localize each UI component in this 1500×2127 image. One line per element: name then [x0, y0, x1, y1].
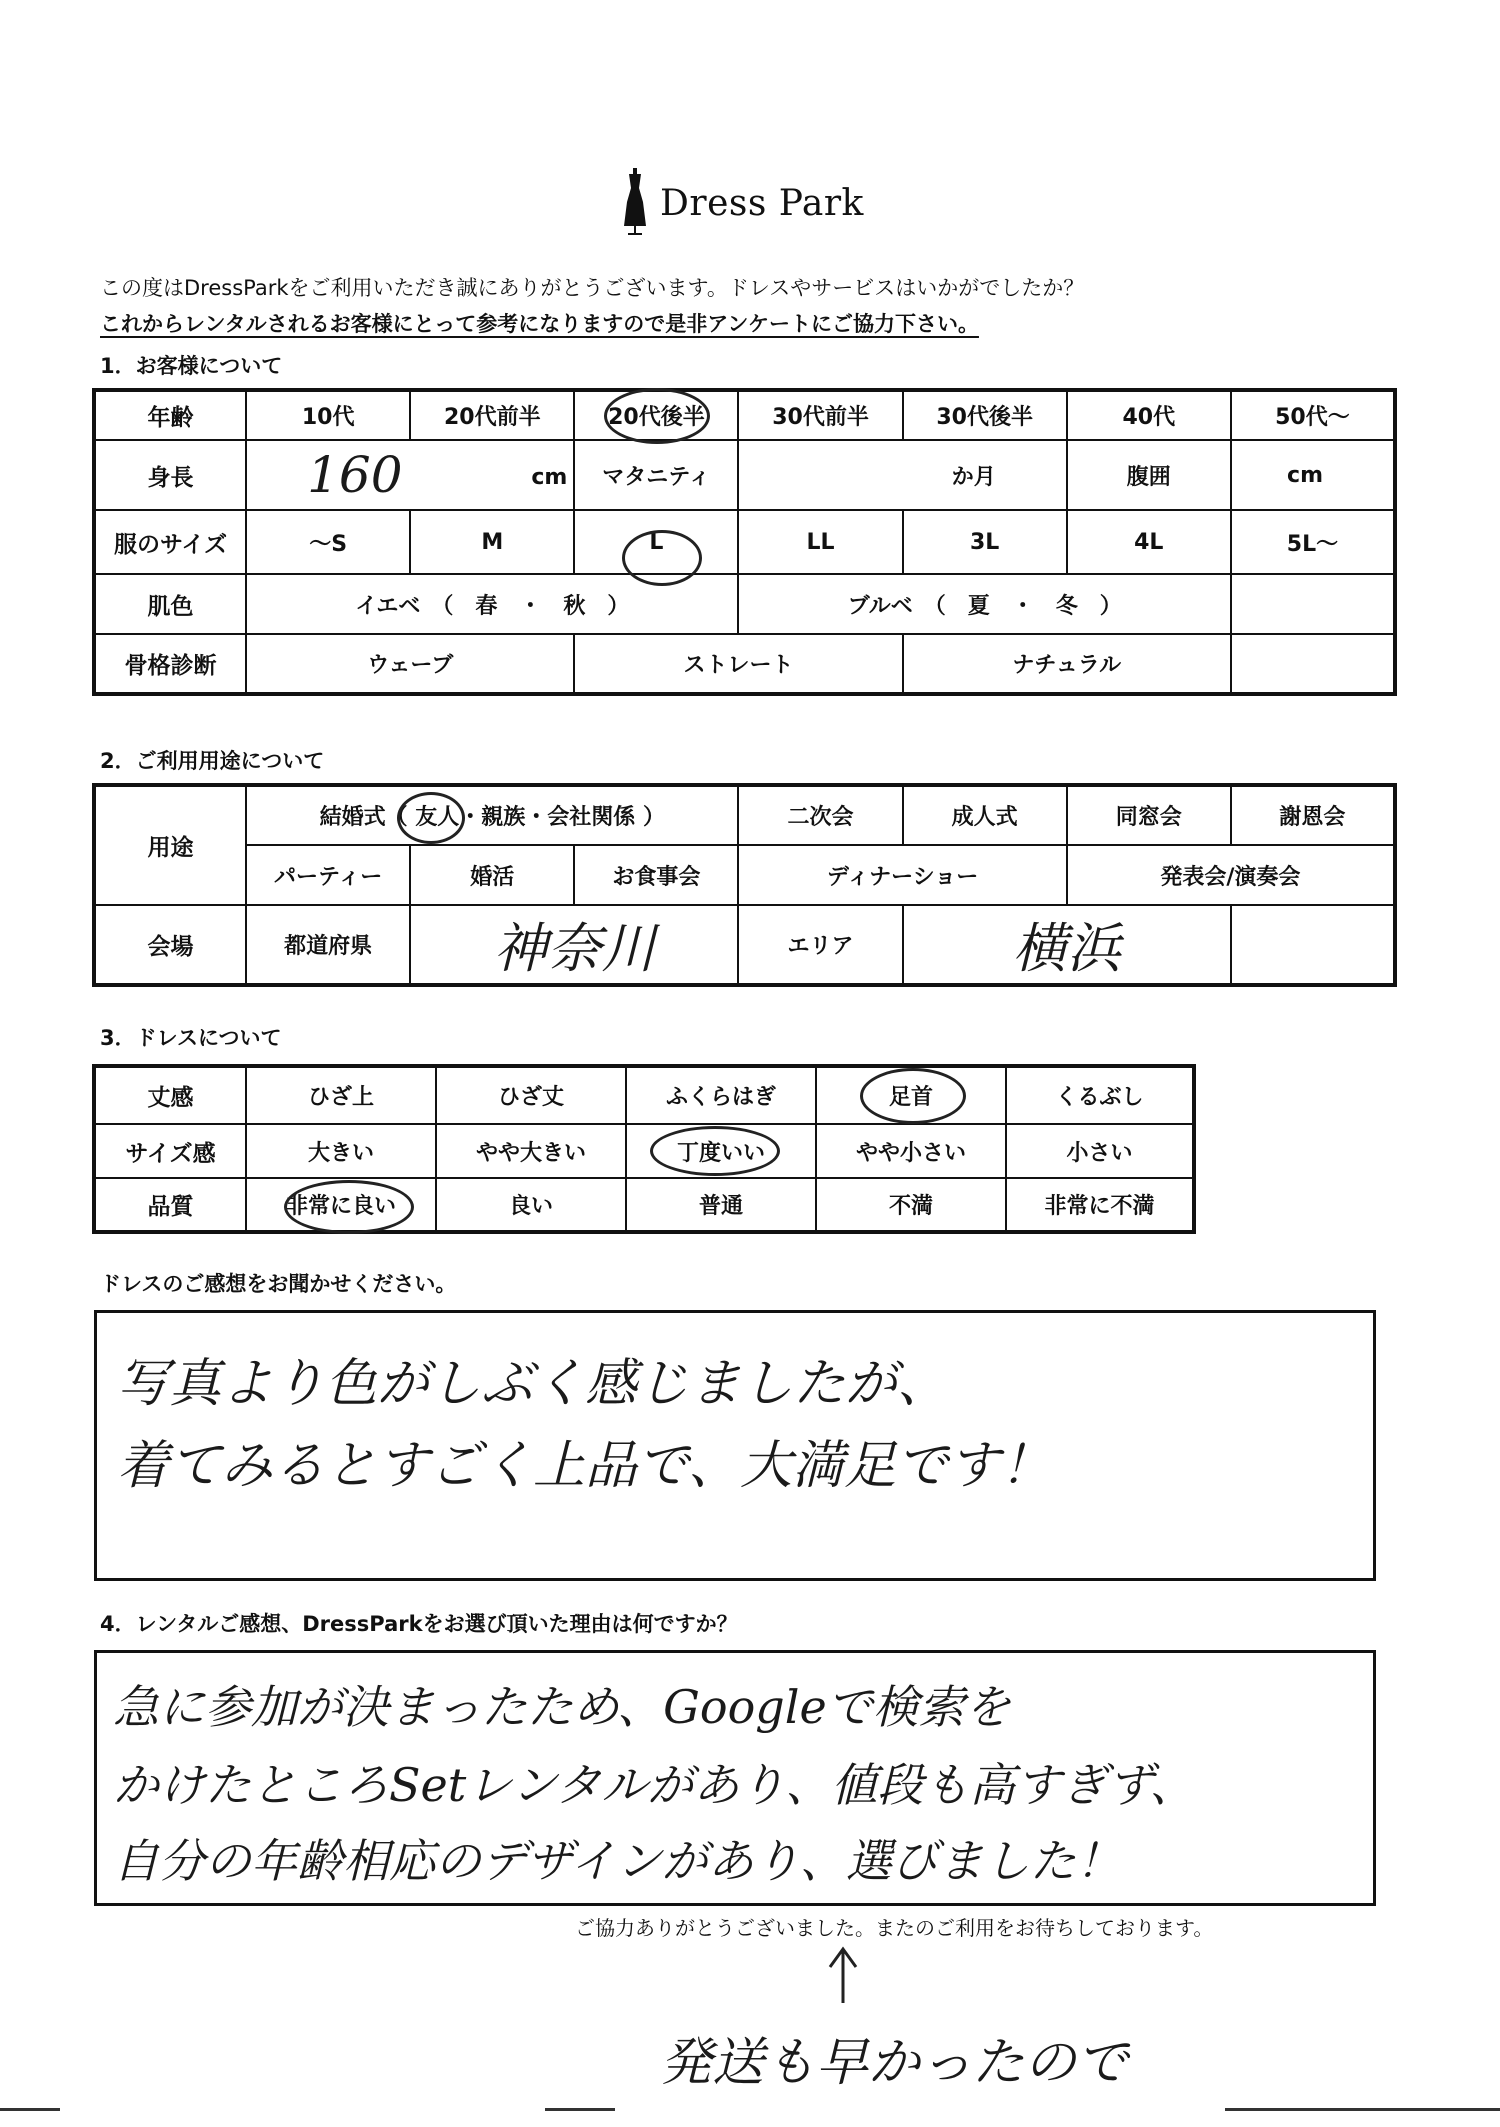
- height-value: 160: [307, 446, 403, 504]
- age-option[interactable]: 30代前半: [738, 390, 902, 440]
- fit-row: [94, 1124, 1194, 1178]
- fit-option[interactable]: 小さい: [1006, 1124, 1194, 1178]
- length-label: 丈感: [94, 1066, 246, 1124]
- venue-label: 会場: [94, 905, 246, 985]
- venue-row: [94, 905, 1395, 985]
- section-2-title: 2．ご利用用途について: [100, 749, 325, 773]
- fit-option[interactable]: やや大きい: [436, 1124, 626, 1178]
- intro-line-2: これからレンタルされるお客様にとって参考になりますので是非アンケートにご協力下さい。: [100, 312, 979, 336]
- size-row: [94, 510, 1395, 574]
- purpose-option[interactable]: お食事会: [574, 845, 738, 905]
- age-option[interactable]: 40代: [1067, 390, 1231, 440]
- dress-comment-box[interactable]: [94, 1310, 1376, 1581]
- skin-yellow[interactable]: イエベ （ 春 ・ 秋 ）: [246, 574, 738, 634]
- height-label: 身長: [94, 440, 246, 510]
- size-option-selected[interactable]: L: [574, 510, 738, 574]
- scan-mark: [545, 2108, 615, 2111]
- dress-comment-line-2: 着てみるとすごく上品で、大満足です！: [117, 1436, 1052, 1496]
- belly-unit[interactable]: cm: [1231, 440, 1395, 510]
- section-1-title: 1．お客様について: [100, 354, 283, 378]
- quality-option[interactable]: 不満: [816, 1178, 1006, 1232]
- body-option[interactable]: ストレート: [574, 634, 902, 694]
- size-option[interactable]: M: [410, 510, 574, 574]
- purpose-option[interactable]: 謝恩会: [1231, 785, 1395, 845]
- quality-option[interactable]: 良い: [436, 1178, 626, 1232]
- length-option[interactable]: ふくらはぎ: [626, 1066, 816, 1124]
- body-label: 骨格診断: [94, 634, 246, 694]
- skin-label: 肌色: [94, 574, 246, 634]
- blank-cell: [1231, 574, 1395, 634]
- intro-line-1: この度はDressParkをご利用いただき誠にありがとうございます。ドレスやサービスはいかがでしたか？: [100, 276, 1085, 300]
- section-3-title: 3．ドレスについて: [100, 1026, 282, 1050]
- dress-silhouette-icon: [620, 168, 650, 238]
- purpose-option[interactable]: 成人式: [903, 785, 1067, 845]
- fit-option[interactable]: やや小さい: [816, 1124, 1006, 1178]
- area-label: エリア: [738, 905, 902, 985]
- size-option[interactable]: 3L: [903, 510, 1067, 574]
- size-option[interactable]: 4L: [1067, 510, 1231, 574]
- purpose-row-2: [94, 845, 1395, 905]
- blank-cell: [1231, 905, 1395, 985]
- height-field[interactable]: [246, 440, 574, 510]
- age-option[interactable]: 20代前半: [410, 390, 574, 440]
- section-4-title: 4．レンタルご感想、DressParkをお選び頂いた理由は何ですか？: [100, 1612, 738, 1636]
- height-row: [94, 440, 1395, 510]
- purpose-option[interactable]: 二次会: [738, 785, 902, 845]
- quality-option-selected[interactable]: 非常に良い: [246, 1178, 436, 1232]
- customer-table: [92, 388, 1397, 696]
- dress-comment-line-1: 写真より色がしぶく感じましたが、: [117, 1354, 950, 1414]
- scan-mark: [0, 2108, 60, 2111]
- age-row: [94, 390, 1395, 440]
- rental-comment-line-2: かけたところSetレンタルがあり、値段も高すぎず、: [113, 1758, 1196, 1812]
- dress-table: [92, 1064, 1196, 1234]
- purpose-label: 用途: [94, 785, 246, 905]
- age-option[interactable]: 30代後半: [903, 390, 1067, 440]
- purpose-table: [92, 783, 1397, 987]
- length-option[interactable]: ひざ丈: [436, 1066, 626, 1124]
- length-option[interactable]: ひざ上: [246, 1066, 436, 1124]
- age-option[interactable]: 50代～: [1231, 390, 1395, 440]
- age-option-selected[interactable]: 20代後半: [574, 390, 738, 440]
- quality-option[interactable]: 普通: [626, 1178, 816, 1232]
- age-label: 年齢: [94, 390, 246, 440]
- purpose-option[interactable]: パーティー: [246, 845, 410, 905]
- purpose-option-wedding[interactable]: 結婚式（ 友人・親族・会社関係 ）: [246, 785, 738, 845]
- fit-option[interactable]: 大きい: [246, 1124, 436, 1178]
- quality-label: 品質: [94, 1178, 246, 1232]
- body-option[interactable]: ウェーブ: [246, 634, 574, 694]
- maternity-label: マタニティ: [574, 440, 738, 510]
- maternity-unit[interactable]: か月: [738, 440, 1066, 510]
- size-option[interactable]: ～S: [246, 510, 410, 574]
- purpose-option[interactable]: 発表会/演奏会: [1067, 845, 1395, 905]
- rental-comment-line-3: 自分の年齢相応のデザインがあり、選びました！: [113, 1834, 1122, 1888]
- length-option-selected[interactable]: 足首: [816, 1066, 1006, 1124]
- prefecture-value[interactable]: 神奈川: [410, 905, 738, 985]
- fit-label: サイズ感: [94, 1124, 246, 1178]
- dress-park-logo: [620, 168, 864, 238]
- purpose-option[interactable]: 同窓会: [1067, 785, 1231, 845]
- dress-comment-title: ドレスのご感想をお聞かせください。: [100, 1272, 457, 1296]
- blank-cell: [1231, 634, 1395, 694]
- quality-row: [94, 1178, 1194, 1232]
- size-option[interactable]: LL: [738, 510, 902, 574]
- body-row: [94, 634, 1395, 694]
- rental-comment-insert: 発送も早かったので: [660, 2033, 1129, 2093]
- prefecture-label: 都道府県: [246, 905, 410, 985]
- quality-option[interactable]: 非常に不満: [1006, 1178, 1194, 1232]
- belly-label: 腹囲: [1067, 440, 1231, 510]
- skin-blue[interactable]: ブルベ （ 夏 ・ 冬 ）: [738, 574, 1230, 634]
- height-unit: cm: [531, 465, 568, 490]
- rental-comment-box[interactable]: [94, 1650, 1376, 1906]
- length-row: [94, 1066, 1194, 1124]
- body-option[interactable]: ナチュラル: [903, 634, 1231, 694]
- size-label: 服のサイズ: [94, 510, 246, 574]
- insertion-caret-icon: [828, 1945, 858, 2005]
- thanks-message: ご協力ありがとうございました。またのご利用をお待ちしております。: [575, 1916, 1214, 1940]
- rental-comment-line-1: 急に参加が決まったため、Googleで検索を: [113, 1680, 1011, 1734]
- purpose-option[interactable]: 婚活: [410, 845, 574, 905]
- skin-row: [94, 574, 1395, 634]
- purpose-option[interactable]: ディナーショー: [738, 845, 1066, 905]
- area-value[interactable]: 横浜: [903, 905, 1231, 985]
- logo-text: Dress Park: [660, 182, 864, 224]
- fit-option-selected[interactable]: 丁度いい: [626, 1124, 816, 1178]
- purpose-row-1: [94, 785, 1395, 845]
- scan-mark: [1225, 2108, 1500, 2111]
- age-option[interactable]: 10代: [246, 390, 410, 440]
- size-option[interactable]: 5L～: [1231, 510, 1395, 574]
- length-option[interactable]: くるぶし: [1006, 1066, 1194, 1124]
